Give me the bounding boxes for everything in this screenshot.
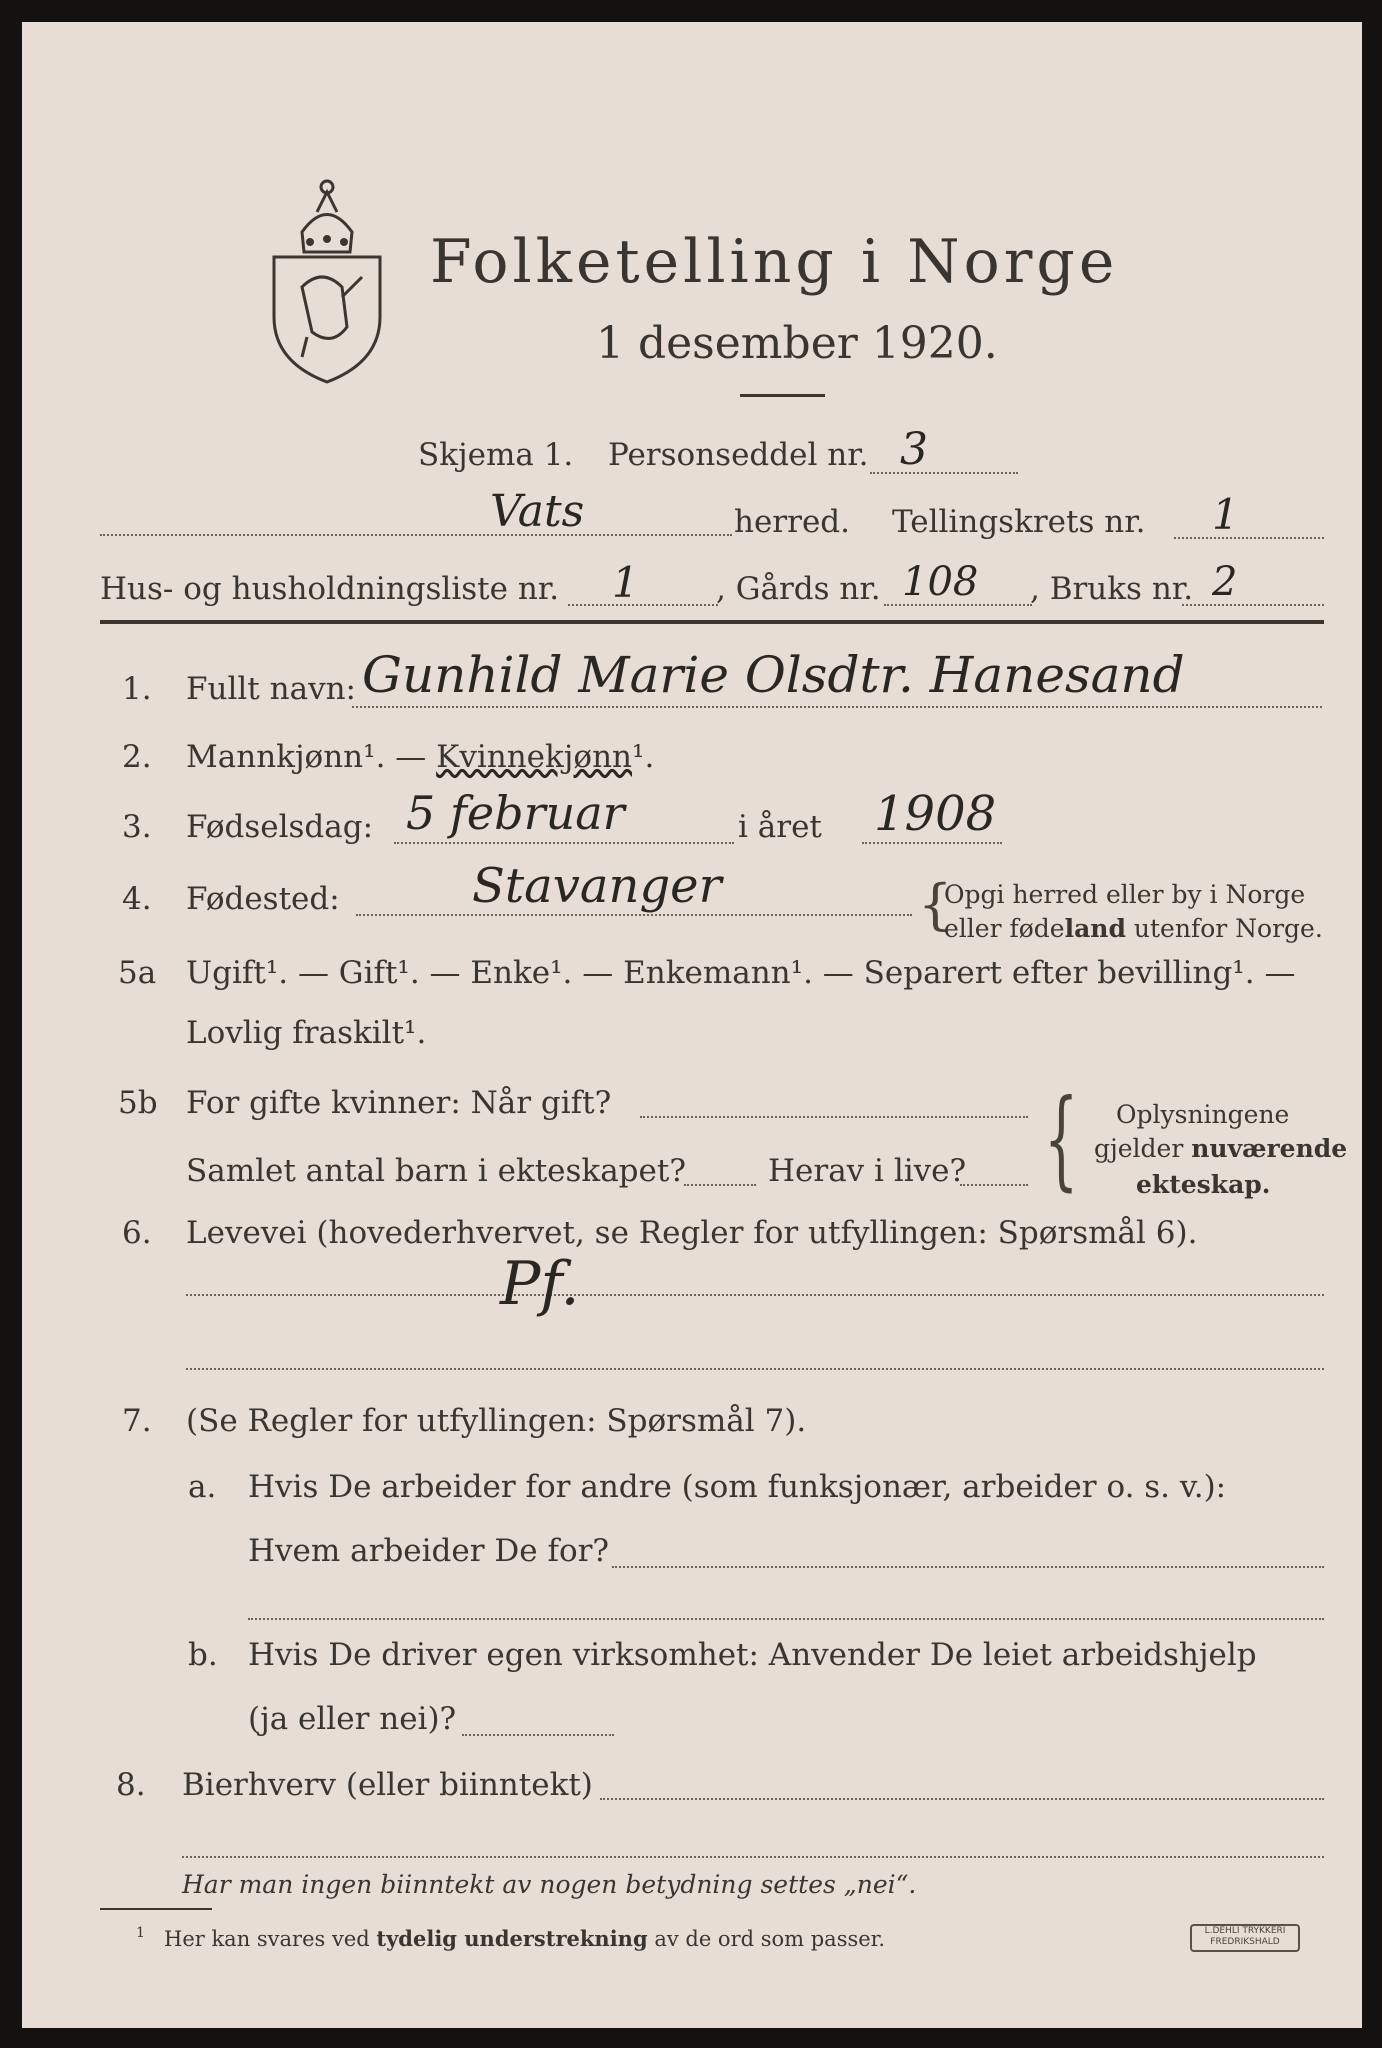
q3-year-line	[862, 842, 1002, 844]
footnote-text: Her kan svares ved tydelig understrekning av de ord som passer.	[164, 1926, 886, 1951]
personseddel-line	[870, 472, 1018, 474]
q3-year-label: i året	[738, 809, 822, 845]
herred-line	[100, 534, 732, 536]
q2-female-option[interactable]: Kvinnekjønn	[436, 739, 633, 775]
q4-value[interactable]: Stavanger	[472, 858, 722, 914]
footnote-rule	[100, 1908, 212, 1910]
q4-line	[356, 914, 912, 916]
q7a-answer-line1	[612, 1566, 1324, 1568]
q7-label: (Se Regler for utfyllingen: Spørsmål 7).	[186, 1403, 807, 1439]
skjema-label: Skjema 1.	[418, 437, 574, 473]
bruks-label: , Bruks nr.	[1030, 571, 1194, 607]
q3-year-value[interactable]: 1908	[874, 786, 997, 842]
q2-options	[186, 739, 655, 775]
q7a-answer-line2	[248, 1618, 1324, 1620]
q5b-alive-line	[960, 1184, 1028, 1186]
bruks-value[interactable]: 2	[1212, 559, 1238, 605]
q5b-married-line	[640, 1116, 1028, 1118]
q4-label: Fødested:	[186, 881, 340, 917]
q5a-options-line2[interactable]: Lovlig fraskilt¹.	[186, 1015, 427, 1051]
herred-label: herred.	[734, 504, 850, 540]
tellingskrets-value[interactable]: 1	[1212, 490, 1239, 539]
husliste-line	[568, 604, 718, 606]
q4-number: 4.	[122, 881, 152, 917]
q8-note: Har man ingen biinntekt av nogen betydning settes „nei“.	[182, 1870, 917, 1899]
q3-day-value[interactable]: 5 februar	[406, 786, 625, 840]
q6-line1	[186, 1294, 1324, 1296]
q5b-note-line1: Oplysningene	[1116, 1100, 1290, 1129]
q8-label: Bierhverv (eller biinntekt)	[182, 1767, 593, 1803]
printer-stamp: L.DEHLI TRYKKERI FREDRIKSHALD	[1190, 1924, 1300, 1952]
q2-separator: ¹. —	[363, 739, 437, 775]
q3-label: Fødselsdag:	[186, 809, 374, 845]
q8-answer-line1	[600, 1798, 1324, 1800]
q2-number: 2.	[122, 739, 152, 775]
q4-note-line2: eller fødeland utenfor Norge.	[944, 914, 1323, 943]
q5b-note-line2: gjelder nuværende	[1094, 1134, 1348, 1163]
q3-day-line	[394, 842, 734, 844]
q1-label: Fullt navn:	[186, 671, 356, 707]
gards-value[interactable]: 108	[902, 559, 979, 605]
q6-value[interactable]: Pf.	[500, 1249, 580, 1319]
q3-number: 3.	[122, 809, 152, 845]
gards-label: , Gårds nr.	[716, 571, 881, 607]
coat-of-arms-icon	[262, 157, 392, 387]
q5b-children-label: Samlet antal barn i ekteskapet?	[186, 1153, 686, 1189]
q5b-note-line3: ekteskap.	[1136, 1170, 1271, 1199]
husliste-label: Hus- og husholdningsliste nr.	[100, 571, 560, 607]
q7a-line2: Hvem arbeider De for?	[248, 1533, 610, 1569]
q8-number: 8.	[116, 1767, 146, 1803]
footnote-mark: 1	[136, 1925, 145, 1941]
header-rule	[100, 620, 1324, 624]
bruks-line	[1182, 604, 1324, 606]
herred-value[interactable]: Vats	[490, 486, 585, 537]
q7b-line2: (ja eller nei)?	[248, 1701, 457, 1737]
q4-note-line1: Opgi herred eller by i Norge	[944, 880, 1306, 909]
q5a-options[interactable]: Ugift¹. — Gift¹. — Enke¹. — Enkemann¹. — Separert efter bevilling¹. —	[186, 955, 1296, 991]
q5b-brace: {	[1044, 1077, 1079, 1202]
personseddel-label: Personseddel nr.	[608, 437, 869, 473]
q5b-alive-label: Herav i live?	[768, 1153, 967, 1189]
q6-line2	[186, 1368, 1324, 1370]
q7a-letter: a.	[188, 1469, 217, 1505]
q2-male-option[interactable]: Mannkjønn	[186, 739, 364, 775]
q7b-line1: Hvis De driver egen virksomhet: Anvender De leiet arbeidshjelp	[248, 1637, 1257, 1673]
q1-line	[352, 706, 1322, 708]
q6-label: Levevei (hovederhvervet, se Regler for utfyllingen: Spørsmål 6).	[186, 1215, 1198, 1251]
q1-value[interactable]: Gunhild Marie Olsdtr. Hanesand	[362, 646, 1185, 704]
q7b-letter: b.	[188, 1637, 218, 1673]
q7-number: 7.	[122, 1403, 152, 1439]
title-divider	[740, 394, 825, 397]
q2-tail: ¹.	[632, 739, 655, 775]
q5a-number: 5a	[118, 955, 157, 991]
q5b-number: 5b	[118, 1085, 158, 1121]
q7a-line1: Hvis De arbeider for andre (som funksjonær, arbeider o. s. v.):	[248, 1469, 1227, 1505]
personseddel-value[interactable]: 3	[900, 424, 928, 475]
q4-brace: {	[918, 873, 953, 936]
q5b-children-line	[684, 1184, 756, 1186]
q7b-answer-line	[462, 1734, 614, 1736]
q6-number: 6.	[122, 1215, 152, 1251]
husliste-value[interactable]: 1	[612, 558, 639, 607]
q1-number: 1.	[122, 671, 152, 707]
q5b-married-when: For gifte kvinner: Når gift?	[186, 1085, 612, 1121]
form-title: Folketelling i Norge	[430, 227, 1119, 297]
tellingskrets-label: Tellingskrets nr.	[892, 504, 1146, 540]
tellingskrets-line	[1174, 537, 1324, 539]
q8-answer-line2	[182, 1856, 1324, 1858]
census-form	[22, 22, 1362, 2028]
form-date: 1 desember 1920.	[596, 318, 998, 369]
